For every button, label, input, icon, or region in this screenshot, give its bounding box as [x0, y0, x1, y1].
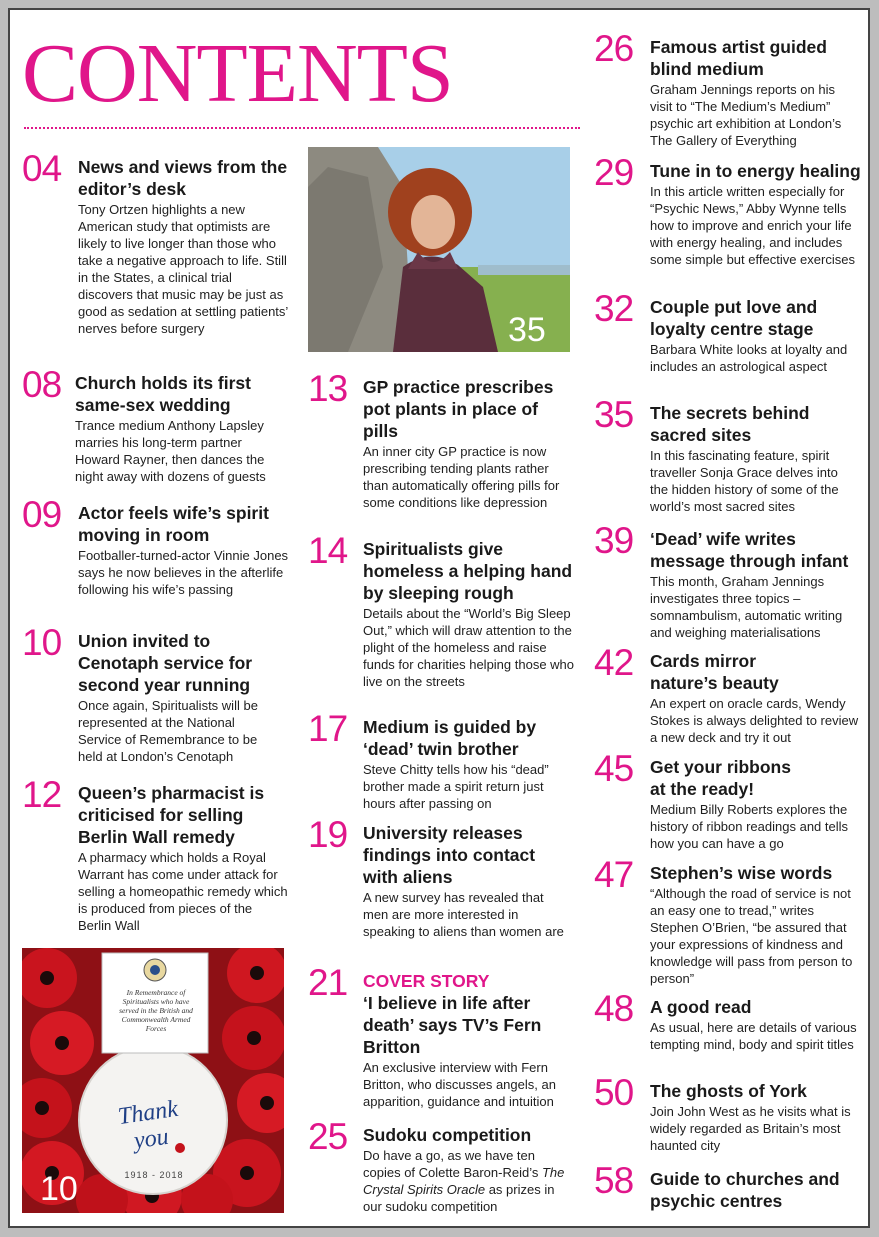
- page-number: 13: [308, 368, 348, 409]
- page-number: 39: [594, 520, 634, 561]
- card-inscription: In Remembrance of Spiritualists who have served in the British and Commonwealth Armed Forces: [119, 988, 193, 1033]
- page-number: 17: [308, 708, 348, 749]
- page-number: 58: [594, 1160, 634, 1201]
- page-number: 10: [22, 622, 62, 663]
- page-number: 35: [594, 394, 634, 435]
- entry-description: An expert on oracle cards, Wendy Stokes is always delighted to review a new deck and try it out: [650, 696, 859, 745]
- entry-headline: The ghosts of York: [650, 1081, 807, 1101]
- entry-description: Graham Jennings reports on his visit to “The Medium’s Medium” psychic art exhibition at London’s The Gallery of Everything: [650, 82, 842, 148]
- entry-description: In this fascinating feature, spirit traveller Sonja Grace delves into the hidden history of some of the world’s most sacred sites: [650, 448, 839, 514]
- entry-headline: Stephen’s wise words: [650, 863, 833, 883]
- entry-headline: University releases findings into contact with aliens: [363, 823, 536, 887]
- entry-headline: Union invited to Cenotaph service for second year running: [78, 631, 253, 695]
- contents-page: [8, 8, 870, 1228]
- poppy-wreath-photo: [22, 948, 284, 1213]
- entry-description: As usual, here are details of various tempting mind, body and spirit titles: [650, 1020, 857, 1052]
- page-number: 48: [594, 988, 634, 1029]
- desc-part-b: as prizes in our sudoku competition: [363, 1182, 555, 1214]
- page-number: 14: [308, 530, 348, 571]
- entry-description: [363, 1147, 573, 1215]
- entry-headline: Spiritualists give homeless a helping hand by sleeping rough: [363, 539, 573, 603]
- entry-description: An inner city GP practice is now prescribing tending plants rather than automatically offering pills for some conditions like depression: [363, 444, 560, 510]
- page-number: 12: [22, 774, 62, 815]
- entry-description: A new survey has revealed that men are more interested in speaking to aliens than women are: [363, 890, 564, 939]
- entry-headline: Medium is guided by ‘dead’ twin brother: [363, 717, 537, 759]
- photo-page-number: 35: [508, 311, 546, 349]
- entry-description: Once again, Spiritualists will be represented at the National Service of Remembrance to be held at London’s Cenotaph: [78, 698, 258, 764]
- book-title: The Crystal Spirits Oracle: [363, 1165, 565, 1197]
- entry-headline: Couple put love and loyalty centre stage: [650, 297, 818, 339]
- page-number: 50: [594, 1072, 634, 1113]
- entry-headline: Church holds its first same-sex wedding: [75, 373, 251, 415]
- page-number: 08: [22, 364, 62, 405]
- entry-headline: Guide to churches and psychic centres: [650, 1169, 840, 1211]
- entry-headline: Tune in to energy healing: [650, 161, 861, 181]
- entry-headline: Sudoku competition: [363, 1125, 532, 1145]
- card-years: 1918 - 2018: [124, 1170, 184, 1180]
- entry-headline: A good read: [650, 997, 752, 1017]
- entry-description: Steve Chitty tells how his “dead” brother made a spirit return just hours after passing on: [363, 762, 549, 811]
- entry-description: An exclusive interview with Fern Britton, who discusses angels, an apparition, guidance and intuition: [363, 1060, 556, 1109]
- entry-headline: GP practice prescribes pot plants in place of pills: [363, 377, 554, 441]
- entry-description: A pharmacy which holds a Royal Warrant has come under attack for selling a homeopathic remedy which is produced from pieces of the Berlin Wall: [78, 850, 288, 933]
- entry-headline: Famous artist guided blind medium: [650, 37, 827, 79]
- page-number: 47: [594, 854, 634, 895]
- entry-headline: ‘I believe in life after death’ says TV’s Fern Britton: [363, 993, 542, 1057]
- page-number: 32: [594, 288, 634, 329]
- entry-headline: Cards mirror nature’s beauty: [650, 651, 779, 693]
- entry-description: In this article written especially for “Psychic News,” Abby Wynne tells how to improve and enrich your life with energy healing, and includes some simple but effective exercises: [650, 184, 855, 267]
- entry-description: This month, Graham Jennings investigates three topics – somnambulism, automatic writing and weighing materialisations: [650, 574, 843, 640]
- page-number: 04: [22, 148, 62, 189]
- cover-story-label: COVER STORY: [363, 971, 490, 991]
- page-number: 25: [308, 1116, 348, 1157]
- fern-britton-photo: [308, 147, 570, 352]
- entry-description: Join John West as he visits what is widely regarded as Britain’s most haunted city: [650, 1104, 851, 1153]
- entry-headline: The secrets behind sacred sites: [650, 403, 810, 445]
- page-number: 45: [594, 748, 634, 789]
- page-number: 21: [308, 962, 348, 1003]
- page-number: 09: [22, 494, 62, 535]
- entry-description: “Although the road of service is not an easy one to tread,” writes Stephen O’Brien, “be assured that your expressions of kindness and knowledge will pass from person to person”: [650, 886, 853, 986]
- entry-headline: News and views from the editor’s desk: [78, 157, 288, 199]
- card-you: you: [132, 1123, 171, 1155]
- entry-headline: Queen’s pharmacist is criticised for selling Berlin Wall remedy: [78, 783, 265, 847]
- card-thank: Thank: [116, 1095, 180, 1131]
- entry-headline: Actor feels wife’s spirit moving in room: [78, 503, 269, 545]
- desc-part-a: Do have a go, as we have ten copies of Colette Baron-Reid’s: [363, 1148, 542, 1180]
- entry-description: Tony Ortzen highlights a new American study that optimists are likely to live longer than those who take a negative approach to life. Still in the States, a clinical trial discovers that music may be just as good as sedation at settling patients’ nerves before surgery: [78, 202, 288, 336]
- entry-headline: ‘Dead’ wife writes message through infant: [650, 529, 849, 571]
- entry-description: Trance medium Anthony Lapsley marries his long-term partner Howard Rayner, then dances the night away with dozens of guests: [75, 418, 266, 484]
- entry-description: Barbara White looks at loyalty and includes an astrological aspect: [650, 342, 848, 374]
- entry-description: Footballer-turned-actor Vinnie Jones says he now believes in the afterlife following his wife’s passing: [78, 548, 289, 597]
- page-number: 19: [308, 814, 348, 855]
- entry-headline: Get your ribbons at the ready!: [650, 757, 791, 799]
- page-number: 26: [594, 28, 634, 69]
- entry-description: Medium Billy Roberts explores the history of ribbon readings and tells how you can have a go: [650, 802, 849, 851]
- page-number: 29: [594, 152, 634, 193]
- page-title: CONTENTS: [22, 27, 453, 120]
- dotted-divider: [24, 127, 580, 129]
- photo-page-number: 10: [40, 1170, 78, 1208]
- entry-description: Details about the “World’s Big Sleep Out,” which will draw attention to the plight of the homeless and raise funds for charities helping those who live on the streets: [363, 606, 575, 689]
- page-number: 42: [594, 642, 634, 683]
